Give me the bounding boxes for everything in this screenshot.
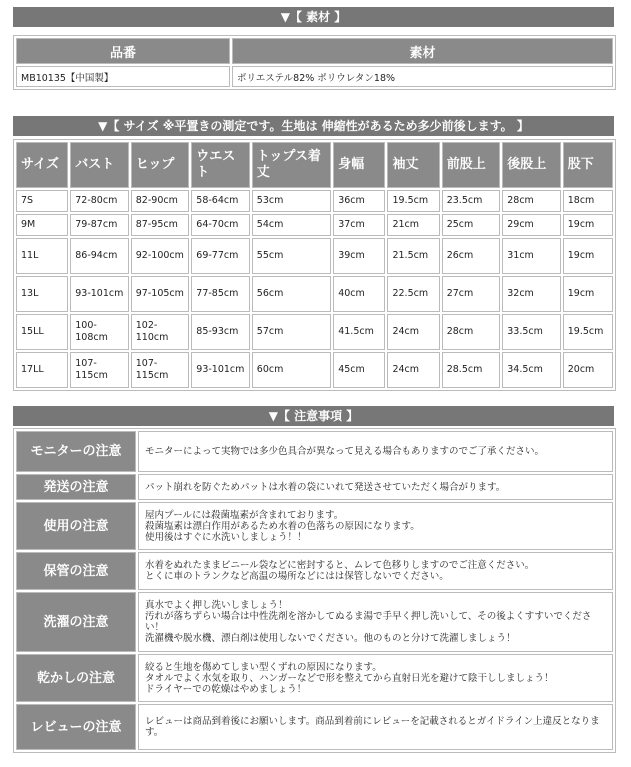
- size-cell: 24cm: [387, 314, 439, 350]
- note-row: [16, 474, 613, 500]
- note-line: 殺菌塩素は漂白作用があるため水着の色落ちの原因になります。: [145, 520, 420, 532]
- size-cell: 27cm: [442, 276, 501, 312]
- material-row: [16, 66, 613, 87]
- size-cell: 20cm: [563, 352, 613, 388]
- size-cell: 21cm: [387, 214, 439, 236]
- note-label: レビューの注意: [16, 704, 136, 750]
- size-cell: 15LL: [16, 314, 68, 350]
- size-cell: 13L: [16, 276, 68, 312]
- size-table: [13, 139, 616, 391]
- size-cell: 28cm: [442, 314, 501, 350]
- note-line: パット崩れを防ぐためパットは水着の袋にいれて発送させていただく場合がります。: [145, 481, 506, 493]
- size-cell: 23.5cm: [442, 190, 501, 212]
- size-cell: 77-85cm: [191, 276, 250, 312]
- note-text: [138, 552, 613, 590]
- size-cell: 37cm: [333, 214, 385, 236]
- size-header-cell: ウエスト: [191, 142, 250, 188]
- size-cell: 97-105cm: [131, 276, 190, 312]
- size-cell: 53cm: [252, 190, 331, 212]
- size-cell: 19.5cm: [563, 314, 613, 350]
- size-cell: 85-93cm: [191, 314, 250, 350]
- size-cell: 32cm: [502, 276, 561, 312]
- size-cell: 19cm: [563, 238, 613, 274]
- size-cell: 82-90cm: [131, 190, 190, 212]
- size-row: [16, 238, 613, 274]
- size-cell: 93-101cm: [191, 352, 250, 388]
- size-cell: 107-115cm: [70, 352, 129, 388]
- material-header-row: [16, 38, 613, 64]
- note-row: [16, 654, 613, 702]
- size-cell: 58-64cm: [191, 190, 250, 212]
- note-line: タオルでよく水気を取り、ハンガーなどで形を整えてから直射日光を避けて陰干ししましょう！: [145, 672, 554, 684]
- size-row: [16, 214, 613, 236]
- size-cell: 54cm: [252, 214, 331, 236]
- note-line: 真水でよく押し洗いしましょう！: [145, 600, 288, 611]
- size-cell: 29cm: [502, 214, 561, 236]
- note-text: [138, 474, 613, 500]
- size-cell: 34.5cm: [502, 352, 561, 388]
- size-cell: 57cm: [252, 314, 331, 350]
- size-cell: 28cm: [502, 190, 561, 212]
- size-cell: 19cm: [563, 214, 613, 236]
- note-line: 汚れが落ちずらい場合は中性洗剤を溶かしてぬるま湯で手早く押し洗いして、その後よくすすいでください！: [145, 611, 592, 633]
- size-cell: 107-115cm: [131, 352, 190, 388]
- note-label: 使用の注意: [16, 502, 136, 550]
- size-cell: 21.5cm: [387, 238, 439, 274]
- material-cell: ポリエステル82% ポリウレタン18%: [232, 66, 613, 87]
- product-number-cell: MB10135【中国製】: [16, 66, 230, 87]
- size-cell: 64-70cm: [191, 214, 250, 236]
- size-cell: 56cm: [252, 276, 331, 312]
- size-cell: 69-77cm: [191, 238, 250, 274]
- note-line: 屋内プールには殺菌塩素が含まれております。: [145, 509, 344, 521]
- note-row: [16, 502, 613, 550]
- size-header-cell: 袖丈: [387, 142, 439, 188]
- size-cell: 17LL: [16, 352, 68, 388]
- size-cell: 60cm: [252, 352, 331, 388]
- material-table: [13, 35, 616, 90]
- size-cell: 9M: [16, 214, 68, 236]
- note-text: [138, 431, 613, 472]
- size-cell: 18cm: [563, 190, 613, 212]
- size-row: [16, 276, 613, 312]
- size-header-cell: 股下: [563, 142, 613, 188]
- note-text: [138, 654, 613, 702]
- size-cell: 39cm: [333, 238, 385, 274]
- notes-section-title: ▼【 注意事項 】: [13, 406, 614, 426]
- size-cell: 92-100cm: [131, 238, 190, 274]
- size-cell: 79-87cm: [70, 214, 129, 236]
- note-line: とくに車のトランクなど高温の場所などにはは保管しないでください。: [145, 571, 449, 582]
- size-cell: 25cm: [442, 214, 501, 236]
- size-row: [16, 190, 613, 212]
- size-header-cell: バスト: [70, 142, 129, 188]
- size-cell: 93-101cm: [70, 276, 129, 312]
- size-cell: 28.5cm: [442, 352, 501, 388]
- size-cell: 72-80cm: [70, 190, 129, 212]
- note-row: [16, 704, 613, 750]
- size-cell: 102-110cm: [131, 314, 190, 350]
- note-label: 発送の注意: [16, 474, 136, 500]
- size-cell: 86-94cm: [70, 238, 129, 274]
- size-section-title: ▼【 サイズ ※平置きの測定です。生地は 伸縮性があるため多少前後します。 】: [13, 116, 614, 136]
- size-cell: 100-108cm: [70, 314, 129, 350]
- size-cell: 36cm: [333, 190, 385, 212]
- size-row: [16, 352, 613, 388]
- note-line: 水着をぬれたままビニール袋などに密封すると、ムレて色移りしますのでご注意ください。: [145, 560, 535, 571]
- note-line: 絞ると生地を傷めてしまい型くずれの原因になります。: [145, 661, 382, 673]
- size-cell: 19.5cm: [387, 190, 439, 212]
- note-line: 使用後はすぐに水洗いしましょう！！: [145, 531, 307, 543]
- size-row: [16, 314, 613, 350]
- note-line: レビューは商品到着後にお願いします。商品到着前にレビューを記載されるとガイドライン上違反となります。: [145, 716, 600, 738]
- size-header-cell: 後股上: [502, 142, 561, 188]
- size-header-cell: トップス着丈: [252, 142, 331, 188]
- size-header-cell: サイズ: [16, 142, 68, 188]
- note-line: モニターによって実物では多少色具合が異なって見える場合もありますのでご了承ください。: [145, 446, 545, 457]
- note-text: [138, 502, 613, 550]
- size-header-cell: 身幅: [333, 142, 385, 188]
- size-cell: 26cm: [442, 238, 501, 274]
- note-label: 洗濯の注意: [16, 592, 136, 652]
- note-label: 乾かしの注意: [16, 654, 136, 702]
- size-cell: 19cm: [563, 276, 613, 312]
- note-label: 保管の注意: [16, 552, 136, 590]
- note-row: [16, 592, 613, 652]
- header-product-number: 品番: [16, 38, 230, 64]
- note-line: 洗濯機や脱水機、漂白剤は使用しないでください。他のものと分けて洗濯しましょう！: [145, 633, 516, 644]
- note-row: [16, 552, 613, 590]
- size-cell: 31cm: [502, 238, 561, 274]
- size-cell: 45cm: [333, 352, 385, 388]
- note-label: モニターの注意: [16, 431, 136, 472]
- note-text: [138, 704, 613, 750]
- size-cell: 33.5cm: [502, 314, 561, 350]
- size-cell: 24cm: [387, 352, 439, 388]
- size-cell: 40cm: [333, 276, 385, 312]
- size-cell: 55cm: [252, 238, 331, 274]
- size-header-cell: ヒップ: [131, 142, 190, 188]
- material-section-title: ▼【 素材 】: [13, 7, 614, 27]
- note-row: [16, 431, 613, 472]
- size-header-cell: 前股上: [442, 142, 501, 188]
- header-material: 素材: [232, 38, 613, 64]
- size-cell: 11L: [16, 238, 68, 274]
- size-cell: 41.5cm: [333, 314, 385, 350]
- size-header-row: [16, 142, 613, 188]
- size-cell: 7S: [16, 190, 68, 212]
- notes-table: [13, 428, 616, 753]
- size-cell: 87-95cm: [131, 214, 190, 236]
- size-cell: 22.5cm: [387, 276, 439, 312]
- note-line: ドライヤーでの乾燥はやめましょう！: [145, 683, 307, 695]
- note-text: [138, 592, 613, 652]
